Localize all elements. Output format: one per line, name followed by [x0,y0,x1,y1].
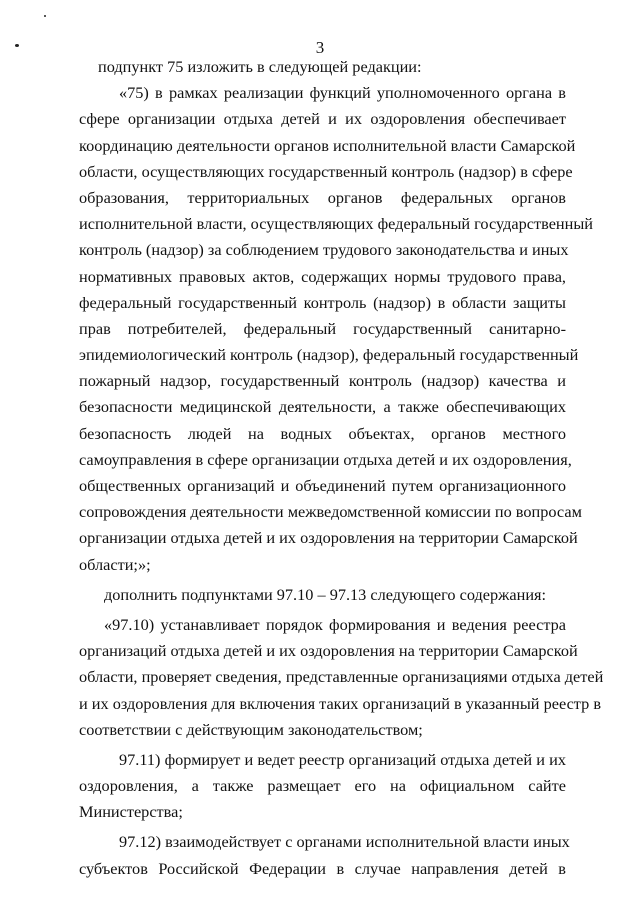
text-line: организации отдыха детей и их оздоровления на территории Самарской [79,528,578,548]
scan-speck [44,15,46,17]
text-line: организаций отдыха детей и их оздоровления на территории Самарской [79,641,578,661]
text-line: пожарный надзор, государственный контроль (надзор) качества и [79,371,566,391]
text-line: общественных организаций и объединений путем организационного [79,476,566,495]
text-line: «75) в рамках реализации функций уполномоченного органа в [119,83,566,103]
text-line: и их оздоровления для включения таких организаций в указанный реестр в [79,693,602,713]
text-line: соответствии с действующим законодательством; [79,719,423,739]
text-line: нормативных правовых актов, содержащих нормы трудового права, [79,266,566,286]
text-line: образования, территориальных органов федеральных органов [79,187,566,207]
text-line: сопровождения деятельности межведомственной комиссии по вопросам [79,502,582,522]
text-line: безопасность людей на водных объектах, органов местного [79,423,566,443]
text-line: 97.11) формирует и ведет реестр организаций отдыха детей и их [119,749,566,769]
text-line: области, проверяет сведения, представленные организациями отдыха детей [79,667,604,687]
text-line: 97.12) взаимодействует с органами исполнительной власти иных [119,832,570,852]
text-line: оздоровления, а также размещает его на официальном сайте [79,776,566,796]
text-line: контроль (надзор) за соблюдением трудового законодательства и иных [79,240,569,260]
text-line: субъектов Российской Федерации в случае направления детей в [79,858,566,878]
text-line: безопасности медицинской деятельности, а также обеспечивающих [79,397,566,417]
text-line: прав потребителей, федеральный государственный санитарно- [79,318,566,338]
text-line: подпункт 75 изложить в следующей редакции: [98,57,422,76]
text-line: исполнительной власти, осуществляющих федеральный государственный [79,214,593,234]
text-line: координацию деятельности органов исполнительной власти Самарской [79,135,576,155]
text-line: дополнить подпунктами 97.10 – 97.13 следующего содержания: [104,584,547,604]
document-body [79,54,604,882]
page-number: 3 [315,38,325,57]
text-line: области;»; [79,554,151,574]
text-line: Министерства; [79,802,183,822]
text-line: эпидемиологический контроль (надзор), федеральный государственный [79,345,579,365]
text-line: области, осуществляющих государственный контроль (надзор) в сфере [79,161,573,181]
text-line: федеральный государственный контроль (надзор) в области защиты [79,292,566,312]
text-line: самоуправления в сфере организации отдыха детей и их оздоровления, [79,449,572,469]
text-line: «97.10) устанавливает порядок формирования и ведения реестра [104,614,566,634]
text-line: сфере организации отдыха детей и их оздоровления обеспечивает [79,109,566,129]
